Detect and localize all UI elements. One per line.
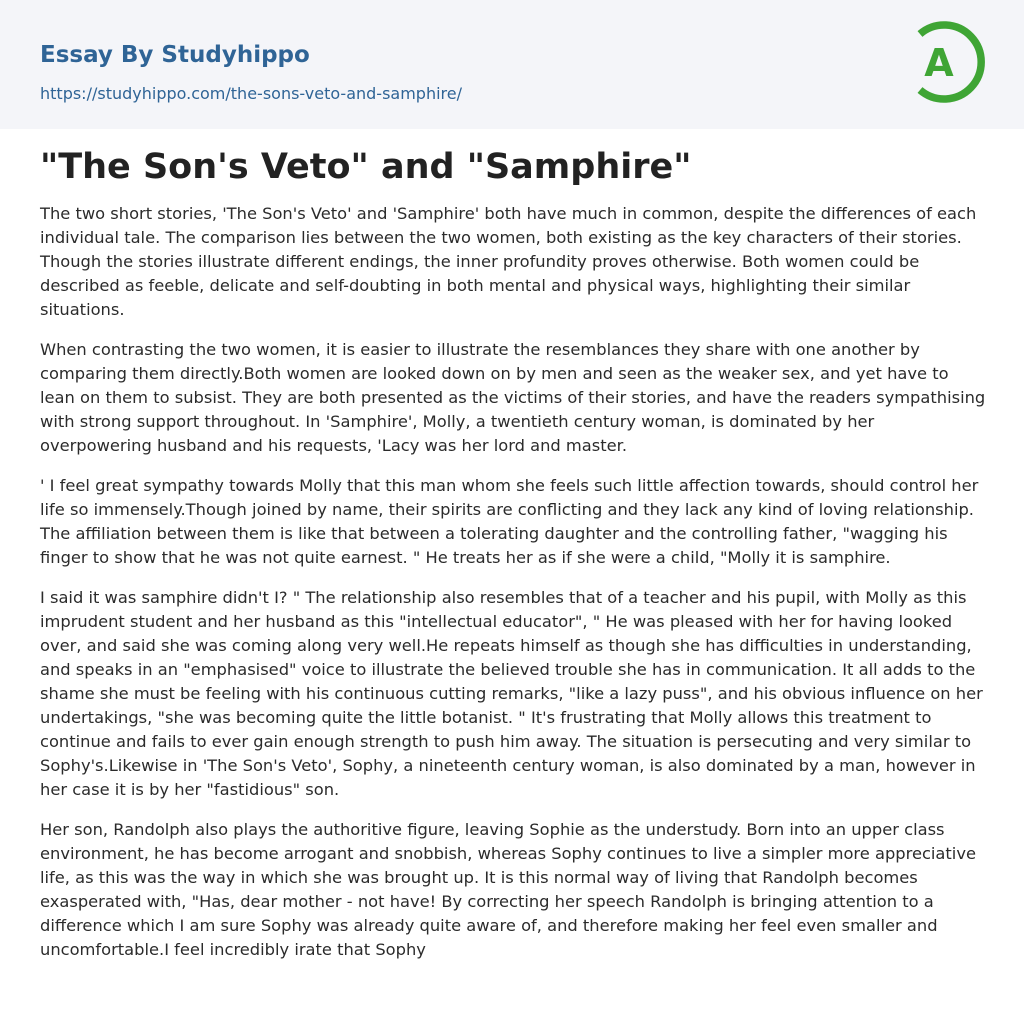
essay-paragraph-3: ' I feel great sympathy towards Molly that this man whom she feels such little affection towards, should control her life so immensely.Though joined by name, their spirits are conflicting and they lack any kind of loving relationship. The affiliation between them is like that between a tolerating daughter and the controlling father, "wagging his finger to show that he was not quite earnest. " He treats her as if she were a child, "Molly it is samphire. <box>40 476 979 567</box>
essay-content <box>40 141 986 978</box>
page-header <box>0 0 1024 129</box>
essay-title: "The Son's Veto" and "Samphire" <box>40 147 692 187</box>
essay-paragraph-2: When contrasting the two women, it is easier to illustrate the resemblances they share with one another by comparing them directly.Both women are looked down on by men and seen as the weaker sex, and yet have to lean on them to subsist. They are both presented as the victims of their stories, and have the readers sympathising with strong support throughout. In 'Samphire', Molly, a twentieth century woman, is dominated by her overpowering husband and his requests, 'Lacy was her lord and master. <box>40 340 986 455</box>
essay-paragraph-4: I said it was samphire didn't I? " The relationship also resembles that of a teacher and his pupil, with Molly as this imprudent student and her husband as this "intellectual educator", " He was pleased with her for having looked over, and said she was coming along very well.He repeats himself as though she has difficulties in understanding, and speaks in an "emphasised" voice to illustrate the believed trouble she has in communication. It all adds to the shame she must be feeling with his continuous cutting remarks, "like a lazy puss", and his obvious influence on her undertakings, "she was becoming quite the little botanist. " It's frustrating that Molly allows this treatment to continue and fails to ever gain enough strength to push him away. The situation is persecuting and very similar to Sophy's.Likewise in 'The Son's Veto', Sophy, a nineteenth century woman, is also dominated by a man, however in her case it is by her "fastidious" son. <box>40 588 983 799</box>
studyhippo-logo-icon <box>912 19 986 105</box>
logo-letter: A <box>924 41 954 85</box>
essay-paragraph-5: Her son, Randolph also plays the authoritive figure, leaving Sophie as the understudy. Born into an upper class environment, he has become arrogant and snobbish, whereas Sophy continues to live a simpler more appreciative life, as this was the way in which she was brought up. It is this normal way of living that Randolph becomes exasperated with, "Has, dear mother - not have! By correcting her speech Randolph is bringing attention to a difference which I am sure Sophy was already quite aware of, and therefore making her feel even smaller and uncomfortable.I feel incredibly irate that Sophy <box>40 820 976 959</box>
source-url-link[interactable]: https://studyhippo.com/the-sons-veto-and-samphire/ <box>40 84 463 103</box>
essay-paragraph-1: The two short stories, 'The Son's Veto' and 'Samphire' both have much in common, despite the differences of each individual tale. The comparison lies between the two women, both existing as the key characters of their stories. Though the stories illustrate different endings, the inner profundity proves otherwise. Both women could be described as feeble, delicate and self-doubting in both mental and physical ways, highlighting their similar situations. <box>40 204 977 319</box>
brand-title: Essay By Studyhippo <box>40 42 310 68</box>
